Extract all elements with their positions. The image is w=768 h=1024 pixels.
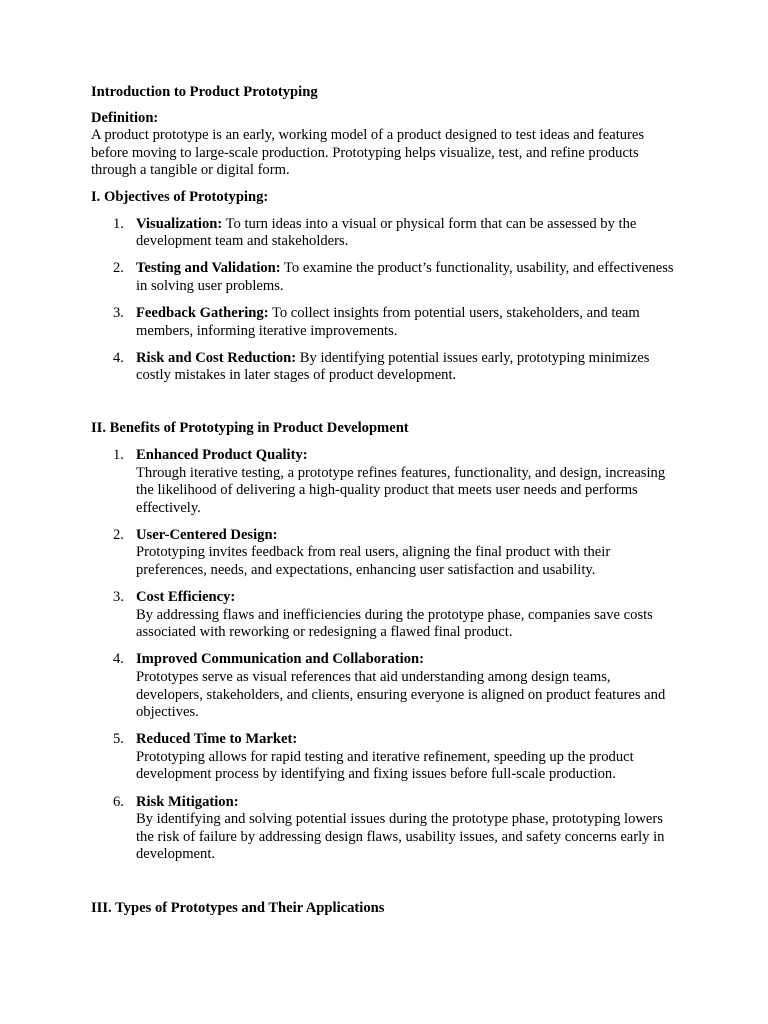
list-item-text: Prototyping allows for rapid testing and iterative refinement, speeding up the product development process by identifying and fixing issues before full-scale production.: [136, 748, 634, 783]
list-item-term: Feedback Gathering:: [136, 304, 269, 321]
objectives-list: [91, 216, 680, 385]
list-item: [91, 305, 680, 340]
list-item: [91, 260, 680, 295]
list-item-number: 6.: [113, 793, 124, 810]
benefits-list: [91, 447, 680, 864]
list-item-text: Prototyping invites feedback from real users, aligning the final product with their preferences, needs, and expectations, enhancing user satisfaction and usability.: [136, 544, 611, 578]
section-spacer: [91, 873, 680, 900]
list-item-number: 3.: [113, 304, 124, 321]
list-item-number: 2.: [113, 526, 124, 543]
list-item: [91, 794, 680, 864]
list-item-text: By identifying and solving potential issues during the prototype phase, prototyping lowers the risk of failure by addressing design flaws, usability issues, and safety concerns early in development.: [136, 811, 665, 863]
list-item-number: 5.: [113, 731, 124, 748]
list-item-text: Prototypes serve as visual references that aid understanding among design teams, developers, stakeholders, and clients, ensuring everyone is aligned on product features and objectives.: [136, 668, 666, 721]
list-item-term: Risk Mitigation:: [136, 793, 239, 810]
list-item-term: User-Centered Design:: [136, 526, 278, 543]
list-item: [91, 216, 680, 251]
list-item: [91, 589, 680, 642]
section-heading-types: III. Types of Prototypes and Their Applications: [91, 900, 385, 917]
list-item-term: Visualization:: [136, 215, 223, 232]
list-item-term: Enhanced Product Quality:: [136, 446, 308, 463]
list-item: [91, 447, 680, 517]
section-heading-benefits: II. Benefits of Prototyping in Product Development: [91, 420, 409, 437]
list-item-number: 4.: [113, 349, 124, 366]
list-item-number: 1.: [113, 215, 124, 232]
list-item-text: By identifying potential issues early, prototyping minimizes costly mistakes in later stages of product development.: [136, 349, 650, 384]
list-item-number: 1.: [113, 446, 124, 463]
list-item-text: Through iterative testing, a prototype refines features, functionality, and design, increasing the likelihood of delivering a high-quality product that meets user needs and performs effectively.: [136, 464, 666, 516]
section-heading-objectives: I. Objectives of Prototyping:: [91, 188, 269, 205]
list-item-term: Improved Communication and Collaboration:: [136, 651, 424, 668]
list-item: [91, 527, 680, 580]
list-item-text: To turn ideas into a visual or physical form that can be assessed by the development team and stakeholders.: [136, 215, 637, 250]
list-item-term: Reduced Time to Market:: [136, 731, 298, 748]
list-item-text: To examine the product’s functionality, usability, and effectiveness in solving user problems.: [136, 260, 674, 294]
list-item-text: To collect insights from potential users, stakeholders, and team members, informing iterative improvements.: [136, 304, 640, 339]
list-item: [91, 731, 680, 784]
list-item-term: Testing and Validation:: [136, 260, 281, 277]
list-item-text: By addressing flaws and inefficiencies during the prototype phase, companies save costs associated with reworking or redesigning a flawed final product.: [136, 606, 653, 641]
list-item-number: 3.: [113, 589, 124, 606]
list-item-number: 2.: [113, 260, 124, 277]
definition-text: A product prototype is an early, working model of a product designed to test ideas and features before moving to large-scale production. Prototyping helps visualize, test, and refine products through a tangible or digital form.: [91, 127, 645, 179]
list-item-term: Risk and Cost Reduction:: [136, 349, 297, 366]
list-item: [91, 350, 680, 385]
document-title: Introduction to Product Prototyping: [91, 84, 318, 100]
list-item-number: 4.: [113, 651, 124, 668]
list-item-term: Cost Efficiency:: [136, 589, 236, 606]
definition-heading: Definition:: [91, 109, 159, 126]
section-spacer: [91, 394, 680, 420]
list-item: [91, 651, 680, 721]
